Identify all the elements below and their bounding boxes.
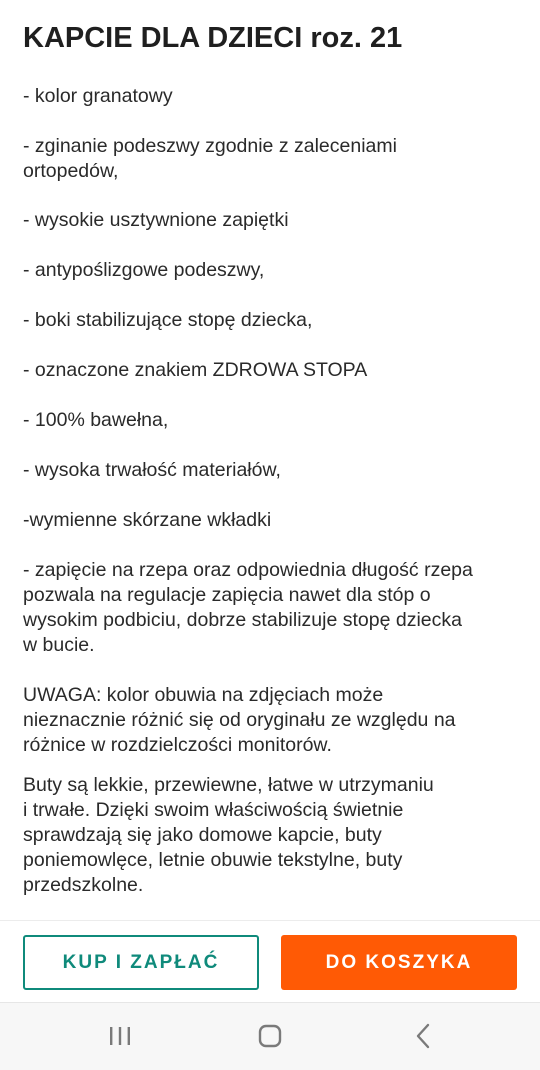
description-line: - oznaczone znakiem ZDROWA STOPA: [23, 359, 368, 381]
description-line: Buty są lekkie, przewiewne, łatwe w utrzymaniu: [23, 774, 434, 796]
description-line: - wysoka trwałość materiałów,: [23, 459, 281, 481]
description-line: - kolor granatowy: [23, 85, 173, 107]
description-line: w bucie.: [23, 634, 95, 656]
description-line: UWAGA: kolor obuwia na zdjęciach może: [23, 684, 384, 706]
description-line: - zginanie podeszwy zgodnie z zaleceniami: [23, 135, 397, 157]
description-line: i trwałe. Dzięki swoim właściwością świetnie: [23, 799, 404, 821]
description-line: ortopedów,: [23, 160, 119, 182]
description-line: - 100% bawełna,: [23, 409, 169, 431]
description-line: - zapięcie na rzepa oraz odpowiednia długość rzepa: [23, 559, 473, 581]
description-line: różnice w rozdzielczości monitorów.: [23, 734, 332, 756]
purchase-action-bar: [0, 920, 540, 1003]
description-line: nieznacznie różnić się od oryginału ze względu na: [23, 709, 456, 731]
add-to-cart-label: DO KOSZYKA: [325, 951, 473, 973]
product-title: KAPCIE DLA DZIECI roz. 21: [23, 22, 403, 54]
system-navigation-bar: [0, 1002, 540, 1070]
description-line: sprawdzają się jako domowe kapcie, buty: [23, 824, 382, 846]
description-line: - antypoślizgowe podeszwy,: [23, 259, 265, 281]
description-line: poniemowlęce, letnie obuwie tekstylne, buty: [23, 849, 403, 871]
description-line: - wysokie usztywnione zapiętki: [23, 209, 289, 231]
home-icon[interactable]: [255, 1021, 285, 1051]
back-icon[interactable]: [408, 1021, 438, 1051]
description-line: pozwala na regulacje zapięcia nawet dla stóp o: [23, 584, 431, 606]
add-to-cart-button[interactable]: [281, 935, 517, 990]
description-line: -wymienne skórzane wkładki: [23, 509, 272, 531]
recent-apps-icon[interactable]: [105, 1021, 135, 1051]
description-line: przedszkolne.: [23, 874, 144, 896]
buy-now-button[interactable]: [23, 935, 259, 990]
buy-now-label: KUP I ZAPŁAĆ: [62, 951, 220, 973]
description-line: - boki stabilizujące stopę dziecka,: [23, 309, 313, 331]
description-line: wysokim podbiciu, dobrze stabilizuje stopę dziecka: [23, 609, 462, 631]
